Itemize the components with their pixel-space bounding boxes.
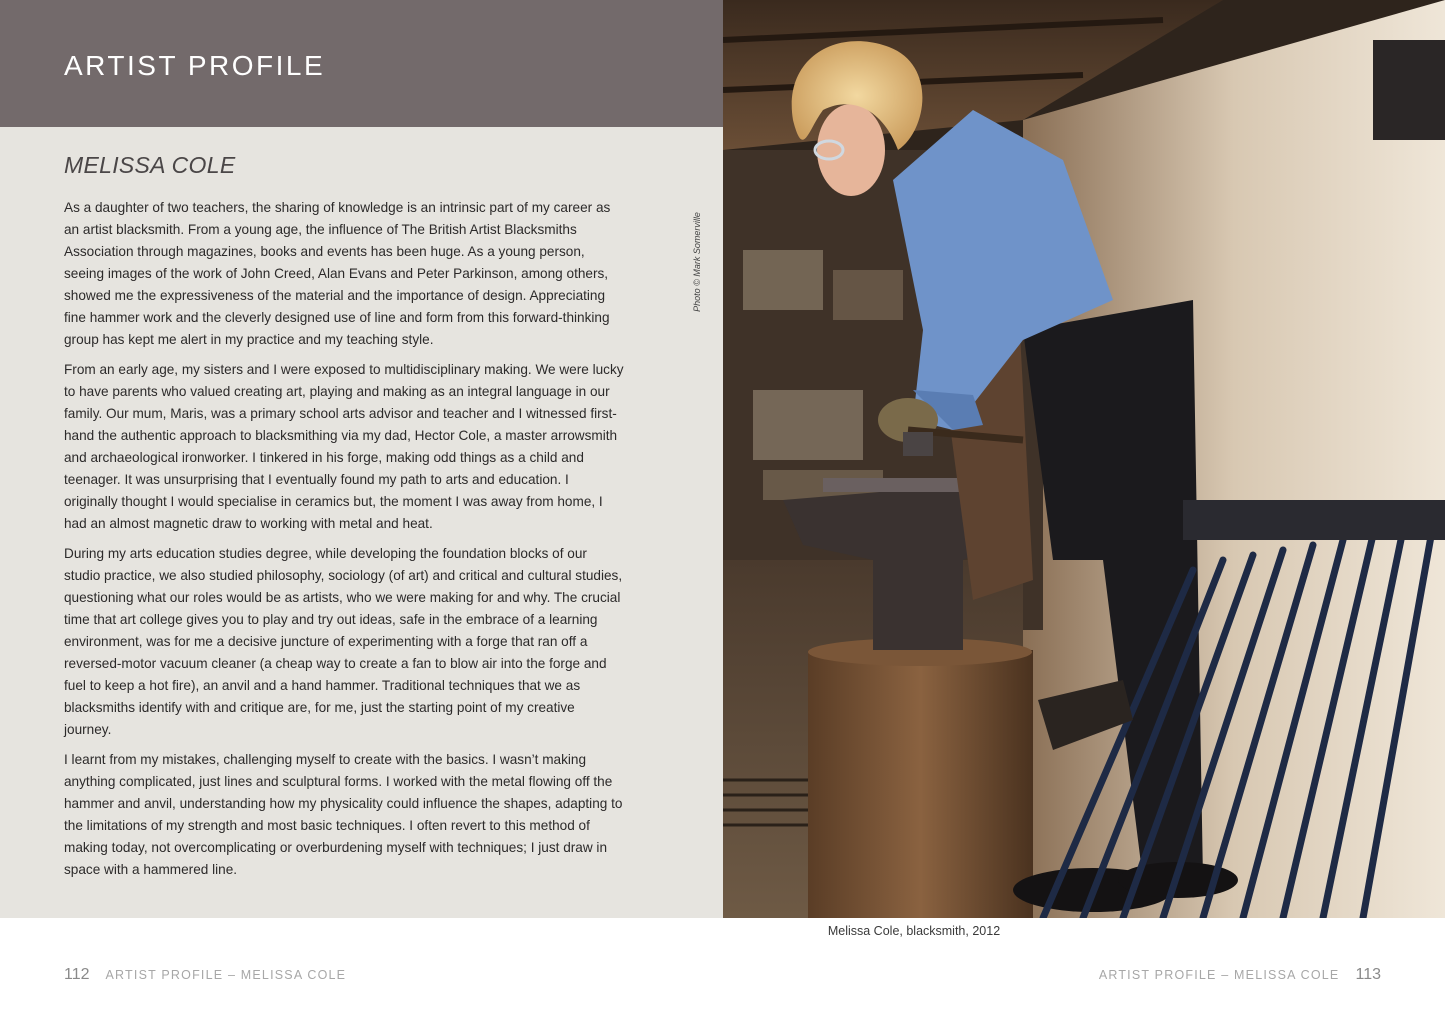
footer-right bbox=[1099, 966, 1381, 984]
left-page-number: 112 bbox=[64, 966, 90, 983]
right-page-number: 113 bbox=[1355, 966, 1381, 983]
artist-name-heading: MELISSA COLE bbox=[64, 152, 236, 178]
section-title: ARTIST PROFILE bbox=[64, 50, 326, 81]
body-paragraph: As a daughter of two teachers, the sharing of knowledge is an intrinsic part of my career as an artist blacksmith. From a young age, the influence of The British Artist Blacksmiths Association through magazines, books and events has been huge. As a young person, seeing images of the work of John Creed, Alan Evans and Peter Parkinson, among others, showed me the expressiveness of the material and the importance of design. Appreciating fine hammer work and the cleverly designed use of line and form from this forward-thinking group has kept me alert in my practice and my teaching style. bbox=[64, 200, 611, 347]
photo-credit-text: Photo © Mark Somerville bbox=[692, 212, 702, 312]
footer-left bbox=[64, 966, 346, 984]
right-running-head: ARTIST PROFILE – MELISSA COLE bbox=[1098, 968, 1340, 982]
blacksmith-photo-illustration bbox=[723, 0, 1445, 918]
body-paragraph: From an early age, my sisters and I were exposed to multidisciplinary making. We were lucky to have parents who valued creating art, playing and making as an integral language in our family. Our mum, Maris, was a primary school arts advisor and teacher and I witnessed first-hand the authentic approach to blacksmithing via my dad, Hector Cole, a master arrowsmith and archaeological ironworker. I tinkered in his forge, making odd things as a child and teenager. It was unsurprising that I eventually found my path to arts and education. I originally thought I would specialise in ceramics but, the moment I was away from home, I had an almost magnetic draw to working with metal and heat. bbox=[64, 362, 624, 531]
article-body bbox=[64, 197, 624, 889]
left-running-head: ARTIST PROFILE – MELISSA COLE bbox=[105, 968, 347, 982]
photo-caption: Melissa Cole, blacksmith, 2012 bbox=[827, 924, 1001, 938]
header-band bbox=[0, 0, 723, 127]
body-paragraph: I learnt from my mistakes, challenging myself to create with the basics. I wasn’t making anything complicated, just lines and sculptural forms. I worked with the metal flowing off the hammer and anvil, understanding how my physicality could influence the shapes, adapting to the limitations of my strength and most basic techniques. I often revert to this method of making today, not overcomplicating or overburdening myself with techniques; I just draw in space with a hammered line. bbox=[64, 752, 623, 877]
body-paragraph: During my arts education studies degree, while developing the foundation blocks of our studio practice, we also studied philosophy, sociology (of art) and critical and cultural studies, questioning what our roles would be as artists, who we were making for and why. The crucial time that art college gives you to play and try out ideas, safe in the embrace of a learning environment, was for me a decisive juncture of experimenting with a forge that ran off a reversed-motor vacuum cleaner (a cheap way to create a fan to blow air into the forge and fuel to keep a hot fire), an anvil and a hand hammer. Traditional techniques that we as blacksmiths identify with and critique are, for me, just the starting point of my creative journey. bbox=[64, 546, 623, 737]
blacksmith-photo bbox=[723, 0, 1445, 918]
